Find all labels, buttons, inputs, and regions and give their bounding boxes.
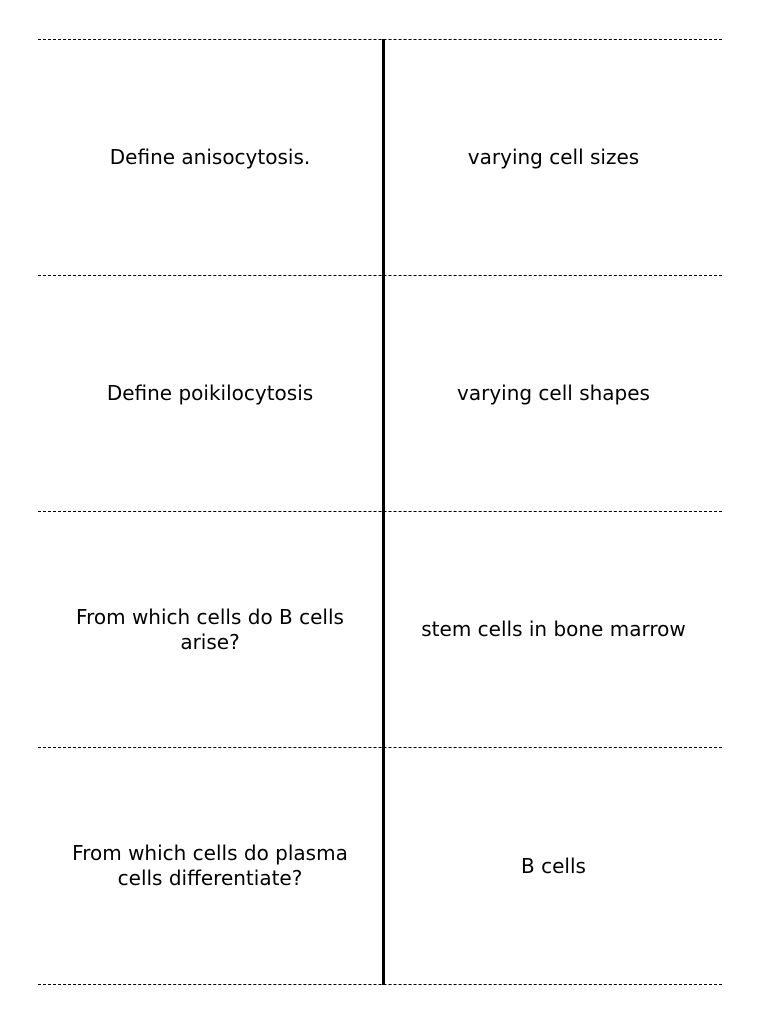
card-3-front <box>38 512 382 747</box>
card-4-back <box>385 748 722 984</box>
card-3-back <box>385 512 722 747</box>
card-1-back <box>385 40 722 275</box>
card-2-front <box>38 276 382 511</box>
card-2-back <box>385 276 722 511</box>
card-2-answer: varying cell shapes <box>457 381 650 405</box>
card-2-question: Define poikilocytosis <box>106 381 314 405</box>
card-1-question: Define anisocytosis. <box>109 145 311 169</box>
card-1-answer: varying cell sizes <box>467 145 640 169</box>
card-4-question: From which cells do plasma cells differentiate? <box>72 841 348 890</box>
card-1-front <box>38 40 382 275</box>
card-4-front <box>38 748 382 984</box>
card-4-answer: B cells <box>521 853 586 878</box>
cut-line-5 <box>38 984 722 985</box>
card-3-answer: stem cells in bone marrow <box>421 617 686 641</box>
card-3-question: From which cells do B cells arise? <box>76 604 344 654</box>
